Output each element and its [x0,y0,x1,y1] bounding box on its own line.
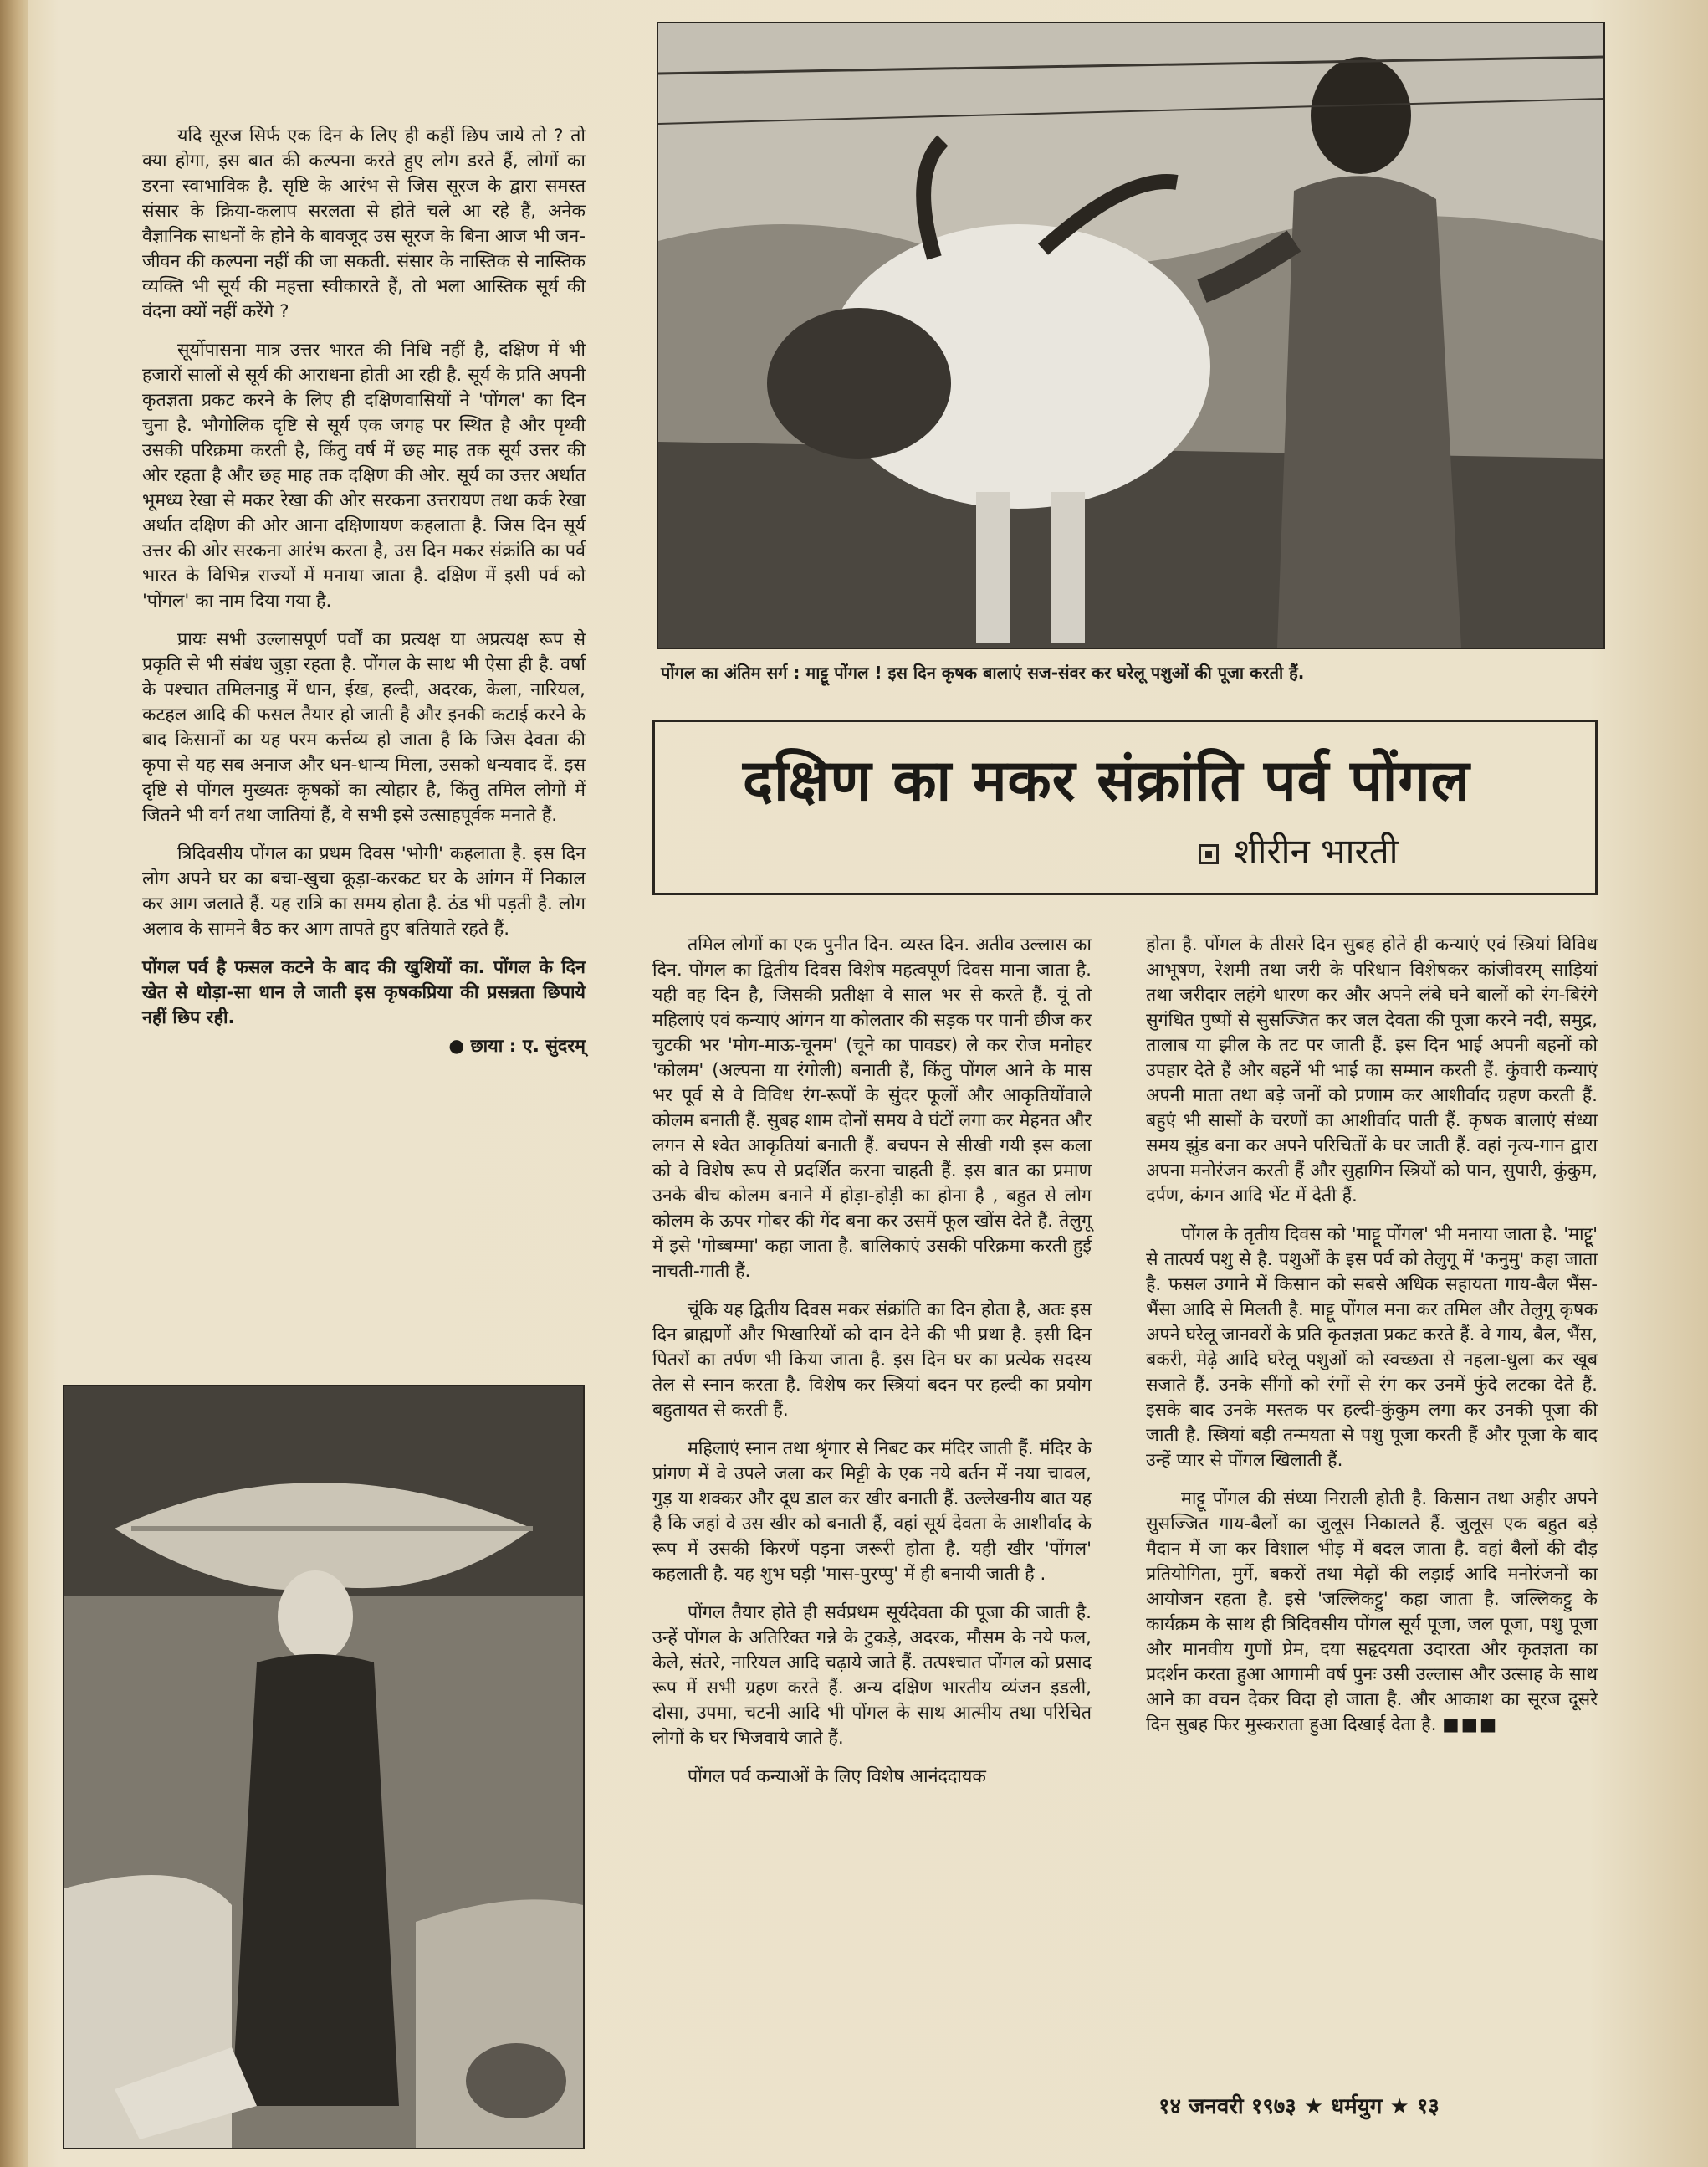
photo2-caption-block [142,955,586,1059]
author-bullet-icon [1199,844,1219,864]
paragraph: पोंगल तैयार होते ही सर्वप्रथम सूर्यदेवता की पूजा की जाती है. उन्हें पोंगल के अतिरिक्त गन्ने के टुकड़े, अदरक, मौसम के नये फल, केले, संतरे, नारियल आदि चढ़ाये जाते हैं. तत्पश्चात पोंगल को प्रसाद रूप में सभी ग्रहण करते हैं. अन्य दक्षिण भारतीय व्यंजन इडली, दोसा, उपमा, चटनी आदि भी पोंगल के साथ आत्मीय तथा परिचित लोगों के घर भिजवाये जाते हैं. [652,1602,1092,1749]
paragraph: तमिल लोगों का एक पुनीत दिन. व्यस्त दिन. अतीव उल्लास का दिन. पोंगल का द्वितीय दिवस विशेष महत्वपूर्ण दिवस माना जाता है. यही वह दिन है, जिसकी प्रतीक्षा वे साल भर से करते हैं. यूं तो महिलाएं एवं कन्याएं आंगन या कोलतार की सड़क पर पानी छीज कर चुटकी भर 'मोग-माऊ-चूनम' (चूने का पावडर) ले कर रोज मनोहर 'कोलम' (अल्पना या रंगोली) बनाती हैं, किंतु पोंगल आने के मास भर पूर्व से वे विविध रंग-रूपों के सुंदर फूलों और आकृतियोंवाले कोलम बनाती हैं. सुबह शाम दोनों समय वे घंटों लगा कर मेहनत और लगन से श्वेत आकृतियां बनाती हैं. बचपन से सीखी गयी इस कला को वे विशेष रूप से प्रदर्शित करना चाहती हैं. इस बात का प्रमाण उनके बीच कोलम बनाने में होड़ा-होड़ी का होना है , बहुत से लोग कोलम के ऊपर गोबर की गेंद बना कर उसमें फूल खोंस देते हैं. तेलुगू में इसे 'गोब्बम्मा' कहा जाता है. बालिकाएं उसकी परिक्रमा करती हुई नाचती-गाती हैं. [652,935,1092,1282]
paragraph: चूंकि यह द्वितीय दिवस मकर संक्रांति का दिन होता है, अतः इस दिन ब्राह्मणों और भिखारियों को दान देने की भी प्रथा है. इसी दिन पितरों का तर्पण भी किया जाता है. इस दिन घर का प्रत्येक सदस्य तेल से स्नान करता है. विशेष कर स्त्रियां बदन पर हल्दी का प्रयोग बहुतायत से करती हैं. [652,1299,1092,1421]
photo-credit: ● छाया : ए. सुंदरम् [448,1036,586,1057]
article-title: दक्षिण का मकर संक्रांति पर्व पोंगल [743,748,1470,814]
photo2-illustration [64,1386,583,2148]
paragraph: पोंगल के तृतीय दिवस को 'माट्टू पोंगल' भी मनाया जाता है. 'माट्टू' से तात्पर्य पशु से है. पशुओं के इस पर्व को तेलुगू में 'कनुमु' कहा जाता है. फसल उगाने में किसान को सबसे अधिक सहायता गाय-बैल भैंस-भैंसा आदि से मिलती है. माट्टू पोंगल मना कर तमिल और तेलुगू कृषक अपने घरेलू जानवरों के प्रति कृतज्ञता प्रकट करते हैं. वे गाय, बैल, भैंस, बकरी, मेढ़े आदि घरेलू पशुओं को स्वच्छता से नहला-धुला कर खूब सजाते हैं. उनके सींगों को रंगों से रंग कर उनमें फुंदे लटका देते हैं. इसके बाद उनके मस्तक पर हल्दी-कुंकुम लगा कर उनकी पूजा की जाती है. स्त्रियां बड़ी तन्मयता से पशु पूजा करती हैं और पूजा के बाद उन्हें प्यार से पोंगल खिलाती हैं. [1146,1224,1598,1471]
paragraph [1146,1487,1598,1738]
photo2-caption: पोंगल पर्व है फसल कटने के बाद की खुशियों का. पोंगल के दिन खेत से थोड़ा-सा धान ले जाती इस कृषकप्रिया की प्रसन्नता छिपाये नहीं छिप रही. [142,957,586,1028]
paragraph: होता है. पोंगल के तीसरे दिन सुबह होते ही कन्याएं एवं स्त्रियां विविध आभूषण, रेशमी तथा जरी के परिधान विशेषकर कांजीवरम् साड़ियां तथा जरीदार लहंगे धारण कर और अपने लंबे घने बालों को रंग-बिरंगे सुगंधित पुष्पों से सुसज्जित कर जल देवता की पूजा करने नदी, समुद्र, तालाब या झील के तट पर जाती हैं. इस दिन भाई अपनी बहनों को उपहार देते हैं और बहनें भी भाई का सम्मान करती हैं. कुंवारी कन्याएं अपनी माता तथा बड़े जनों को प्रणाम कर आशीर्वाद ग्रहण करती हैं. बहुएं भी सासों के चरणों का आशीर्वाद पाती हैं. कृषक बालाएं संध्या समय झुंड बना कर अपने परिचितों के घर जाती हैं. वहां नृत्य-गान द्वारा अपना मनोरंजन करती हैं और सुहागिन स्त्रियों को पान, सुपारी, कुंकुम, दर्पण, कंगन आदि भेंट में देती हैं. [1146,935,1598,1206]
page-spine-shadow [0,0,28,2167]
article-column-1 [142,124,586,1059]
page-footer: १४ जनवरी १९७३ ★ धर्मयुग ★ १३ [1158,2094,1440,2119]
paragraph-text: माट्टू पोंगल की संध्या निराली होती है. किसान तथा अहीर अपने सुसज्जित गाय-बैलों का जुलूस निकालते हैं. जुलूस एक बहुत बड़े मैदान में जा कर विशाल भीड़ में बदल जाता है. वहां बैलों की दौड़ प्रतियोगिता, मुर्गे, बकरों तथा मेढ़ों की लड़ाई आदि मनोरंजनों का आयोजन रहता है. इसे 'जल्लिकट्टु' कहा जाता है. जल्लिकट्टु के कार्यक्रम के साथ ही त्रिदिवसीय पोंगल सूर्य पूजा, जल पूजा, पशु पूजा और मानवीय गुणों प्रेम, दया सहृदयता उदारता और कृतज्ञता का प्रदर्शन करता हुआ आगामी वर्ष पुनः उसी उल्लास और उत्साह के साथ आने का वचन देकर विदा हो जाता है. और आकाश का सूरज दूसरे दिन सुबह फिर मुस्कराता हुआ दिखाई देता है. [1146,1488,1598,1735]
article-title-box [652,720,1598,895]
photo1-illustration [658,23,1603,648]
paragraph: पोंगल पर्व कन्याओं के लिए विशेष आनंददायक [688,1766,986,1787]
article-column-2 [652,933,1092,1803]
article-column-3 [1146,933,1598,1751]
author-name: शीरीन भारती [1234,831,1399,872]
paragraph: प्रायः सभी उल्लासपूर्ण पर्वों का प्रत्यक्ष या अप्रत्यक्ष रूप से प्रकृति से भी संबंध जुड़ा रहता है. पोंगल के साथ भी ऐसा ही है. वर्षा के पश्चात तमिलनाडु में धान, ईख, हल्दी, अदरक, केला, नारियल, कटहल आदि की फसल तैयार हो जाती है और इनकी कटाई करने के बाद किसानों का यह परम कर्त्तव्य हो जाता है कि जिस देवता की कृपा से यह सब अनाज और धन-धान्य मिला, उसको धन्यवाद दें. इस दृष्टि से पोंगल मुख्यतः कृषकों का त्योहार है, किंतु तमिल लोगों में जितने भी वर्ग तथा जातियां हैं, वे सभी इसे उत्साहपूर्वक मनाते हैं. [142,629,586,826]
paragraph: यदि सूरज सिर्फ एक दिन के लिए ही कहीं छिप जाये तो ? तो क्या होगा, इस बात की कल्पना करते हुए लोग डरते हैं, लोगों का डरना स्वाभाविक है. सृष्टि के आरंभ से जिस सूरज के द्वारा समस्त संसार के क्रिया-कलाप सरलता से होते चले आ रहे हैं, अनेक वैज्ञानिक साधनों के होने के बावजूद उस सूरज के बिना आज भी जन-जीवन की कल्पना नहीं की जा सकती. संसार के नास्तिक से नास्तिक व्यक्ति भी सूर्य की महत्ता स्वीकारते हैं, तो भला आस्तिक सूर्य की वंदना क्यों नहीं करेंगे ? [142,126,586,322]
paragraph: महिलाएं स्नान तथा श्रृंगार से निबट कर मंदिर जाती हैं. मंदिर के प्रांगण में वे उपले जला कर मिट्टी के एक नये बर्तन में नया चावल, गुड़ या शक्कर और दूध डाल कर खीर बनाती हैं. उल्लेखनीय बात यह है कि जहां वे उस खीर को बनाती हैं, वहां सूर्य देवता के आशीर्वाद के रूप में उसकी किरणें पड़ना जरूरी होता है. यही खीर 'पोंगल' कहलाती है. यह शुभ घड़ी 'मास-पुरप्पु' में ही बनायी जाती है . [652,1438,1092,1585]
photo-woman-with-cattle [657,22,1605,649]
author-line [1199,827,1399,874]
paragraph: सूर्योपासना मात्र उत्तर भारत की निधि नहीं है, दक्षिण में भी हजारों सालों से सूर्य की आराधना होती आ रही है. सूर्य के प्रति अपनी कृतज्ञता प्रकट करने के लिए ही दक्षिणवासियों ने 'पोंगल' का दिन चुना है. भौगोलिक दृष्टि से सूर्य एक जगह पर स्थित है और पृथ्वी उसकी परिक्रमा करती है, किंतु वर्ष में छह माह तक सूर्य उत्तर की ओर रहता है और छह माह तक दक्षिण की ओर. सूर्य का उत्तर अर्थात भूमध्य रेखा से मकर रेखा की ओर सरकना उत्तरायण तथा कर्क रेखा अर्थात दक्षिण की ओर आना दक्षिणायण कहलाता है. जिस दिन सूर्य उत्तर की ओर सरकना आरंभ करता है, उस दिन मकर संक्रांति का पर्व भारत के विभिन्न राज्यों में मनाया जाता है. दक्षिण में इसी पर्व को 'पोंगल' का नाम दिया गया है. [142,340,586,612]
end-mark-icon: ■■■ [1442,1714,1499,1735]
photo1-caption: पोंगल का अंतिम सर्ग : माट्टू पोंगल ! इस दिन कृषक बालाएं सज-संवर कर घरेलू पशुओं की पूजा करती हैं. [661,663,1305,683]
photo-woman-carrying-paddy [63,1385,585,2149]
paragraph: त्रिदिवसीय पोंगल का प्रथम दिवस 'भोगी' कहलाता है. इस दिन लोग अपने घर का बचा-खुचा कूड़ा-करकट घर के आंगन में निकाल कर आग जलाते हैं. यह रात्रि का समय होता है. ठंड भी पड़ती है. लोग अलाव के सामने बैठ कर आग तापते हुए बतियाते रहते हैं. [142,843,586,940]
